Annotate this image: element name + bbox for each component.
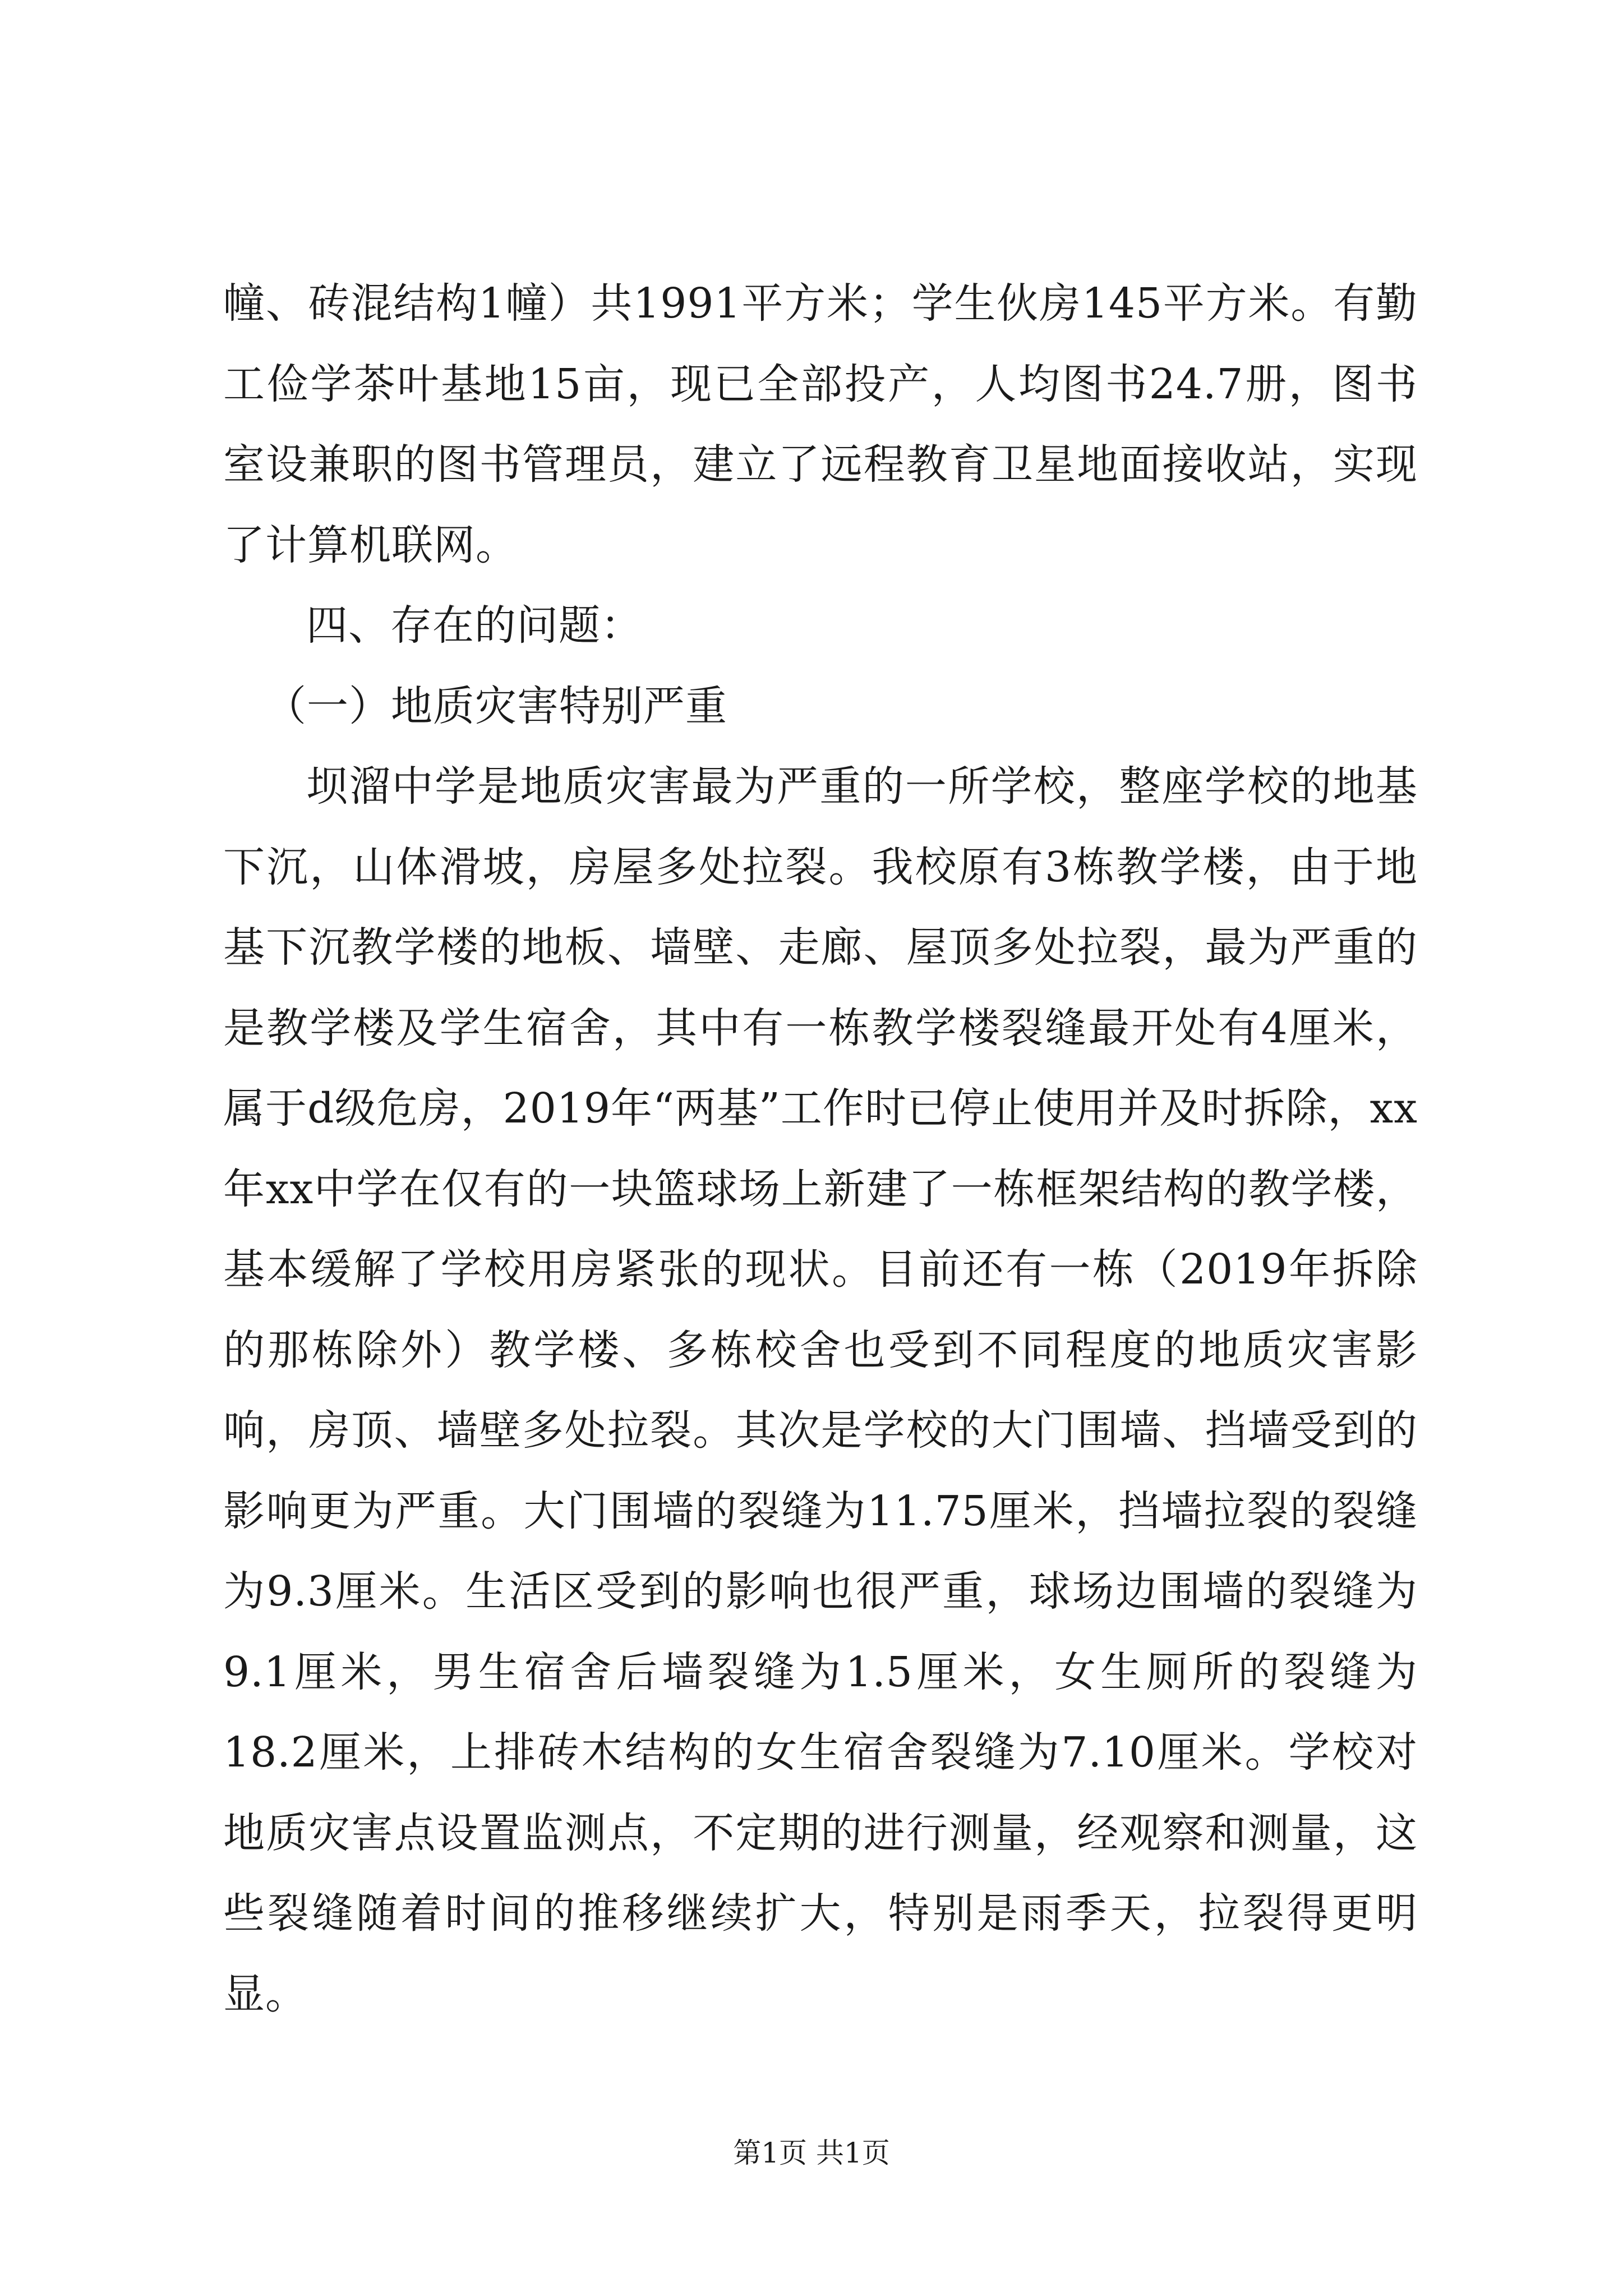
paragraph-geological-disaster-details: 坝溜中学是地质灾害最为严重的一所学校，整座学校的地基下沉，山体滑坡，房屋多处拉裂。我校原有3栋教学楼，由于地基下沉教学楼的地板、墙壁、走廊、屋顶多处拉裂，最为严重的是教学楼及学生宿舍，其中有一栋教学楼裂缝最开处有4厘米，属于d级危房，2019年“两基”工作时已停止使用并及时拆除，xx年xx中学在仅有的一块篮球场上新建了一栋框架结构的教学楼，基本缓解了学校用房紧张的现状。目前还有一栋（2019年拆除的那栋除外）教学楼、多栋校舍也受到不同程度的地质灾害影响，房顶、墙壁多处拉裂。其次是学校的大门围墙、挡墙受到的影响更为严重。大门围墙的裂缝为11.75厘米，挡墙拉裂的裂缝为9.3厘米。生活区受到的影响也很严重，球场边围墙的裂缝为9.1厘米，男生宿舍后墙裂缝为1.5厘米，女生厕所的裂缝为18.2厘米，上排砖木结构的女生宿舍裂缝为7.10厘米。学校对地质灾害点设置监测点，不定期的进行测量，经观察和测量，这些裂缝随着时间的推移继续扩大，特别是雨季天，拉裂得更明显。 — [223, 762, 1418, 2018]
subheading-geological-disaster: （一）地质灾害特别严重 — [265, 682, 727, 730]
page-footer: 第1页 共1页 — [733, 2137, 890, 2169]
document-body — [223, 264, 1418, 2035]
paragraph-continuation: 幢、砖混结构1幢）共1991平方米；学生伙房145平方米。有勤工俭学茶叶基地15亩，现已全部投产，人均图书24.7册，图书室设兼职的图书管理员，建立了远程教育卫星地面接收站，实现了计算机联网。 — [223, 279, 1418, 569]
section-heading-problems: 四、存在的问题： — [306, 601, 643, 650]
